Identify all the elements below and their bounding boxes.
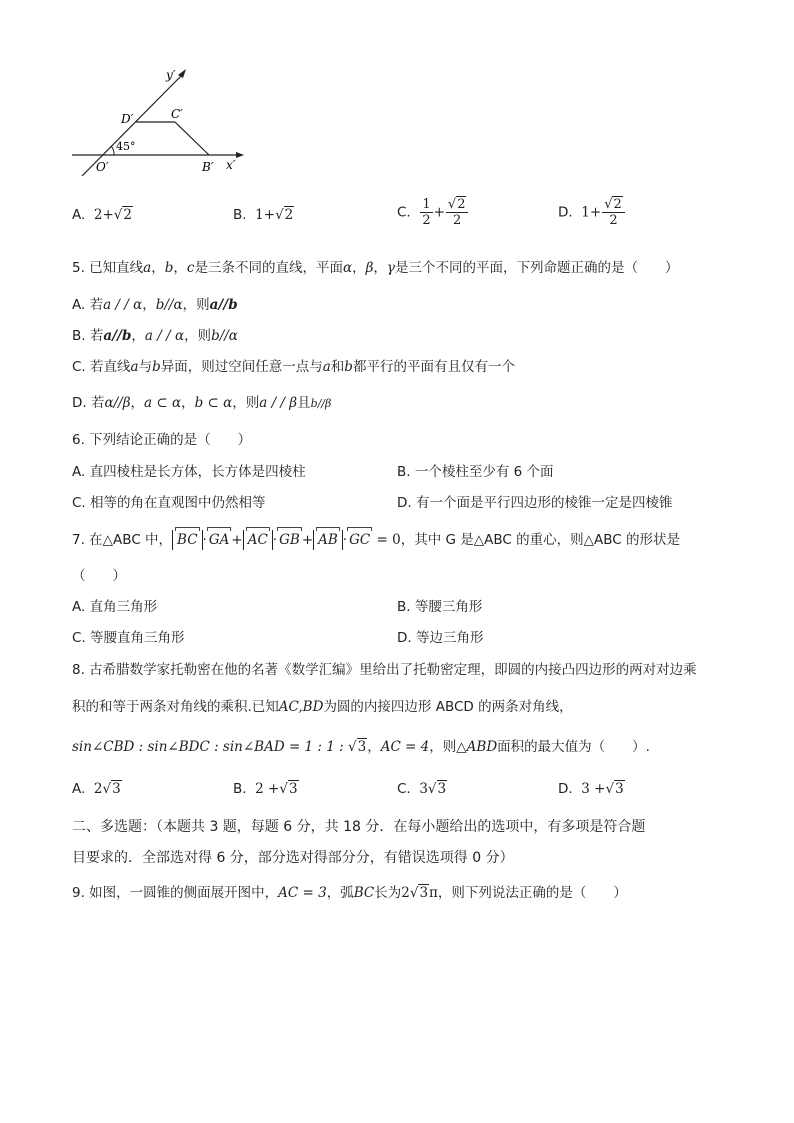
q8-option-d[interactable]: D. 3 +√3 bbox=[558, 781, 624, 797]
q7-option-c[interactable]: C. 等腰直角三角形 bbox=[72, 630, 185, 646]
q7-paren: （ ） bbox=[72, 568, 126, 584]
section-2-heading-line-1: 二、多选题：（本题共 3 题，每题 6 分，共 18 分．在每小题给出的选项中，有多项是符合题 bbox=[72, 819, 646, 835]
fraction: $\frac{1}{2}$ bbox=[422, 197, 431, 228]
q8-line-3: sin∠CBD : sin∠BDC : sin∠BAD = 1 : 1 : √3，AC = 4，则△ABD面积的最大值为（ ）. bbox=[72, 739, 650, 755]
q9-stem: 9. 如图，一圆锥的侧面展开图中，AC = 3，弧BC长为2√3π，则下列说法正确的是（ ） bbox=[72, 885, 627, 901]
q7-option-b[interactable]: B. 等腰三角形 bbox=[397, 599, 483, 615]
q4-option-b[interactable]: B. 1+√2 bbox=[233, 207, 294, 223]
q6-option-a[interactable]: A. 直四棱柱是长方体，长方体是四棱柱 bbox=[72, 464, 306, 480]
label-b: B′ bbox=[202, 160, 214, 174]
q6-option-d[interactable]: D. 有一个面是平行四边形的棱锥一定是四棱锥 bbox=[397, 495, 673, 511]
label-angle: 45° bbox=[116, 140, 136, 153]
label-c: C′ bbox=[171, 107, 183, 121]
q5-option-d[interactable]: D. 若α//β，a ⊂ α，b ⊂ α，则a / / β且b//β bbox=[72, 395, 332, 411]
label-y: y′ bbox=[166, 68, 176, 82]
q8-line-1: 8. 古希腊数学家托勒密在他的名著《数学汇编》里给出了托勒密定理，即圆的内接凸四边形的两对对边乘 bbox=[72, 662, 697, 678]
q6-option-b[interactable]: B. 一个棱柱至少有 6 个面 bbox=[397, 464, 554, 480]
segment-cb bbox=[175, 122, 209, 155]
q5-option-b[interactable]: B. 若a//b，a / / α，则b//α bbox=[72, 328, 238, 344]
q6-option-c[interactable]: C. 相等的角在直观图中仍然相等 bbox=[72, 495, 266, 511]
q7-stem: 7. 在△ABC 中， BC · GA + AC · GB + AB · GC = 0，其中 G 是△ABC 的重心，则△ABC 的形状是 bbox=[72, 530, 680, 550]
q5-stem: 5. 已知直线a，b，c是三条不同的直线，平面α，β，γ是三个不同的平面，下列命题正确的是（ ） bbox=[72, 260, 679, 276]
q6-stem: 6. 下列结论正确的是（ ） bbox=[72, 432, 252, 448]
q5-option-a[interactable]: A. 若a / / α，b//α，则a//b bbox=[72, 297, 238, 313]
x-axis-arrow bbox=[236, 152, 244, 158]
fraction: $\frac{√2}{2}$ bbox=[602, 197, 625, 228]
q8-line-2: 积的和等于两条对角线的乘积.已知AC,BD为圆的内接四边形 ABCD 的两条对角线， bbox=[72, 699, 573, 715]
q7-option-a[interactable]: A. 直角三角形 bbox=[72, 599, 158, 615]
section-2-heading-line-2: 目要求的．全部选对得 6 分，部分选对得部分分，有错误选项得 0 分） bbox=[72, 850, 514, 866]
q4-option-d[interactable]: D. 1+ $\frac{√2}{2}$ bbox=[558, 197, 626, 228]
q5-option-c[interactable]: C. 若直线a与b异面，则过空间任意一点与a和b都平行的平面有且仅有一个 bbox=[72, 359, 515, 375]
fraction: $\frac{√2}{2}$ bbox=[446, 197, 469, 228]
angle-arc bbox=[111, 146, 114, 155]
q4-option-a[interactable]: A. 2+√2 bbox=[72, 207, 132, 223]
q4-option-c[interactable]: C. $\frac{1}{2}$ + $\frac{√2}{2}$ bbox=[397, 197, 469, 228]
label-d: D′ bbox=[121, 112, 134, 126]
label-o: O′ bbox=[96, 160, 109, 174]
q7-option-d[interactable]: D. 等边三角形 bbox=[397, 630, 484, 646]
q8-option-a[interactable]: A. 2√3 bbox=[72, 781, 121, 797]
q8-option-b[interactable]: B. 2 +√3 bbox=[233, 781, 298, 797]
label-x: x′ bbox=[226, 158, 236, 172]
y-axis-arrow bbox=[178, 69, 186, 78]
oblique-projection-figure bbox=[68, 65, 248, 180]
q8-option-c[interactable]: C. 3√3 bbox=[397, 781, 447, 797]
